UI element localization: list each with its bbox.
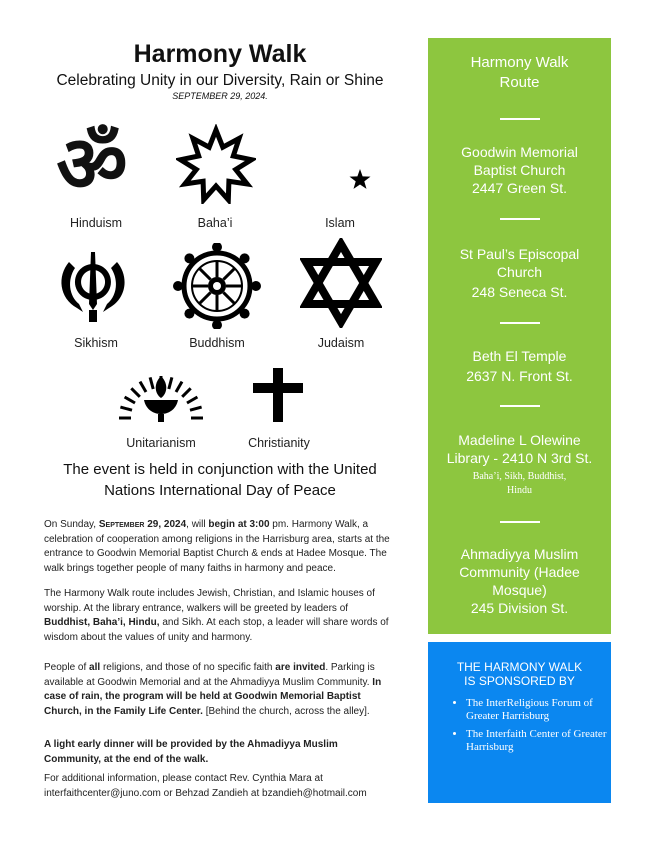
route-stop-name: Madeline L Olewine bbox=[458, 432, 581, 448]
page-subtitle: Celebrating Unity in our Diversity, Rain or Shine bbox=[56, 72, 384, 89]
route-stop-address: 245 Division St. bbox=[470, 600, 569, 616]
route-title-line: Route bbox=[499, 74, 540, 91]
route-stop-address: 2447 Green St. bbox=[472, 180, 567, 196]
route-stop-name: Baptist Church bbox=[473, 162, 566, 178]
star-of-david-icon bbox=[300, 238, 382, 328]
nine-pointed-star-icon bbox=[176, 124, 256, 204]
om-icon: ॐ bbox=[56, 120, 128, 210]
route-panel bbox=[428, 38, 611, 634]
announcement: The event is held in conjunction with the United Nations International Day of Peace bbox=[63, 461, 377, 499]
paragraph-intro: On Sunday, September 29, 2024, will begin at 3:00 pm. Harmony Walk, a celebration of cooperation among religions in the Harrisburg area, starts at the entrance to Goodwin Memorial Baptist Church & ends at Hadee Mosque. The walk brings together people of many faiths in harmony and peace. bbox=[44, 519, 390, 574]
route-stop-name: Community (Hadee bbox=[459, 564, 580, 580]
route-stop-address: 2637 N. Front St. bbox=[466, 368, 573, 384]
sponsor-item: • The InterReligious Forum of Greater Harrisburg bbox=[466, 697, 626, 722]
sponsor-heading: THE HARMONY WALK IS SPONSORED BY bbox=[456, 660, 583, 688]
sponsor-list bbox=[448, 697, 626, 759]
symbol-label: Buddhism bbox=[189, 336, 245, 350]
symbol-label: Judaism bbox=[317, 336, 365, 350]
route-stop-note: Baha’i, Sikh, Buddhist, bbox=[472, 471, 567, 482]
symbol-label: Unitarianism bbox=[126, 436, 196, 450]
flaming-chalice-icon bbox=[118, 370, 204, 422]
route-divider bbox=[500, 218, 540, 220]
dharma-wheel-icon bbox=[172, 243, 262, 329]
paragraph-dinner: A light early dinner will be provided by the Ahmadiyya Muslim Community, at the end of the walk. bbox=[44, 739, 338, 765]
paragraph-route: The Harmony Walk route includes Jewish, Christian, and Islamic houses of worship. At the library entrance, walkers will be greeted by leaders of Buddhist, Baha’i, Hindu, and Sikh. At each stop, a leader will share words of wisdom about the values of unity and harmony. bbox=[44, 588, 389, 643]
symbol-label: Hinduism bbox=[69, 216, 123, 230]
route-stop-address: 248 Seneca St. bbox=[471, 284, 568, 300]
route-stop-name: Church bbox=[496, 264, 543, 280]
event-date: SEPTEMBER 29, 2024. bbox=[172, 91, 268, 101]
route-stop-name: Goodwin Memorial bbox=[461, 144, 578, 160]
symbol-label: Christianity bbox=[248, 436, 310, 450]
route-divider bbox=[500, 118, 540, 120]
route-divider bbox=[500, 405, 540, 407]
khanda-icon bbox=[55, 250, 131, 324]
sponsor-item: • The Interfaith Center of Greater Harrisburg bbox=[466, 728, 626, 753]
route-stop-name: Ahmadiyya Muslim bbox=[460, 546, 579, 562]
symbol-label: Islam bbox=[325, 216, 355, 230]
sponsor-panel bbox=[428, 642, 611, 803]
route-stop-name: Mosque) bbox=[492, 582, 547, 598]
route-divider bbox=[500, 521, 540, 523]
page-title: Harmony Walk bbox=[133, 40, 307, 68]
paragraph-contact: For additional information, please contact Rev. Cynthia Mara at interfaithcenter@juno.com or Behzad Zandieh at bzandieh@hotmail.com bbox=[44, 773, 367, 799]
route-stop-note: Hindu bbox=[507, 485, 532, 496]
star-crescent-icon bbox=[300, 140, 380, 216]
symbol-label: Sikhism bbox=[74, 336, 118, 350]
cross-icon bbox=[250, 366, 306, 424]
paragraph-invitation: People of all religions, and those of no specific faith are invited. Parking is available at Goodwin Memorial and at the Ahmadiyya Muslim Community. In case of rain, the program will be held at Goodwin Memorial Baptist Church, in the Family Life Center. [Behind the church, across the alley]. bbox=[44, 662, 382, 717]
route-stop-name: Beth El Temple bbox=[472, 348, 567, 364]
route-divider bbox=[500, 322, 540, 324]
route-stop-name: St Paul’s Episcopal bbox=[459, 246, 580, 262]
symbol-label: Baha’i bbox=[197, 216, 233, 230]
route-title-line: Harmony Walk bbox=[470, 54, 569, 71]
route-stop-name: Library - 2410 N 3rd St. bbox=[446, 450, 593, 466]
